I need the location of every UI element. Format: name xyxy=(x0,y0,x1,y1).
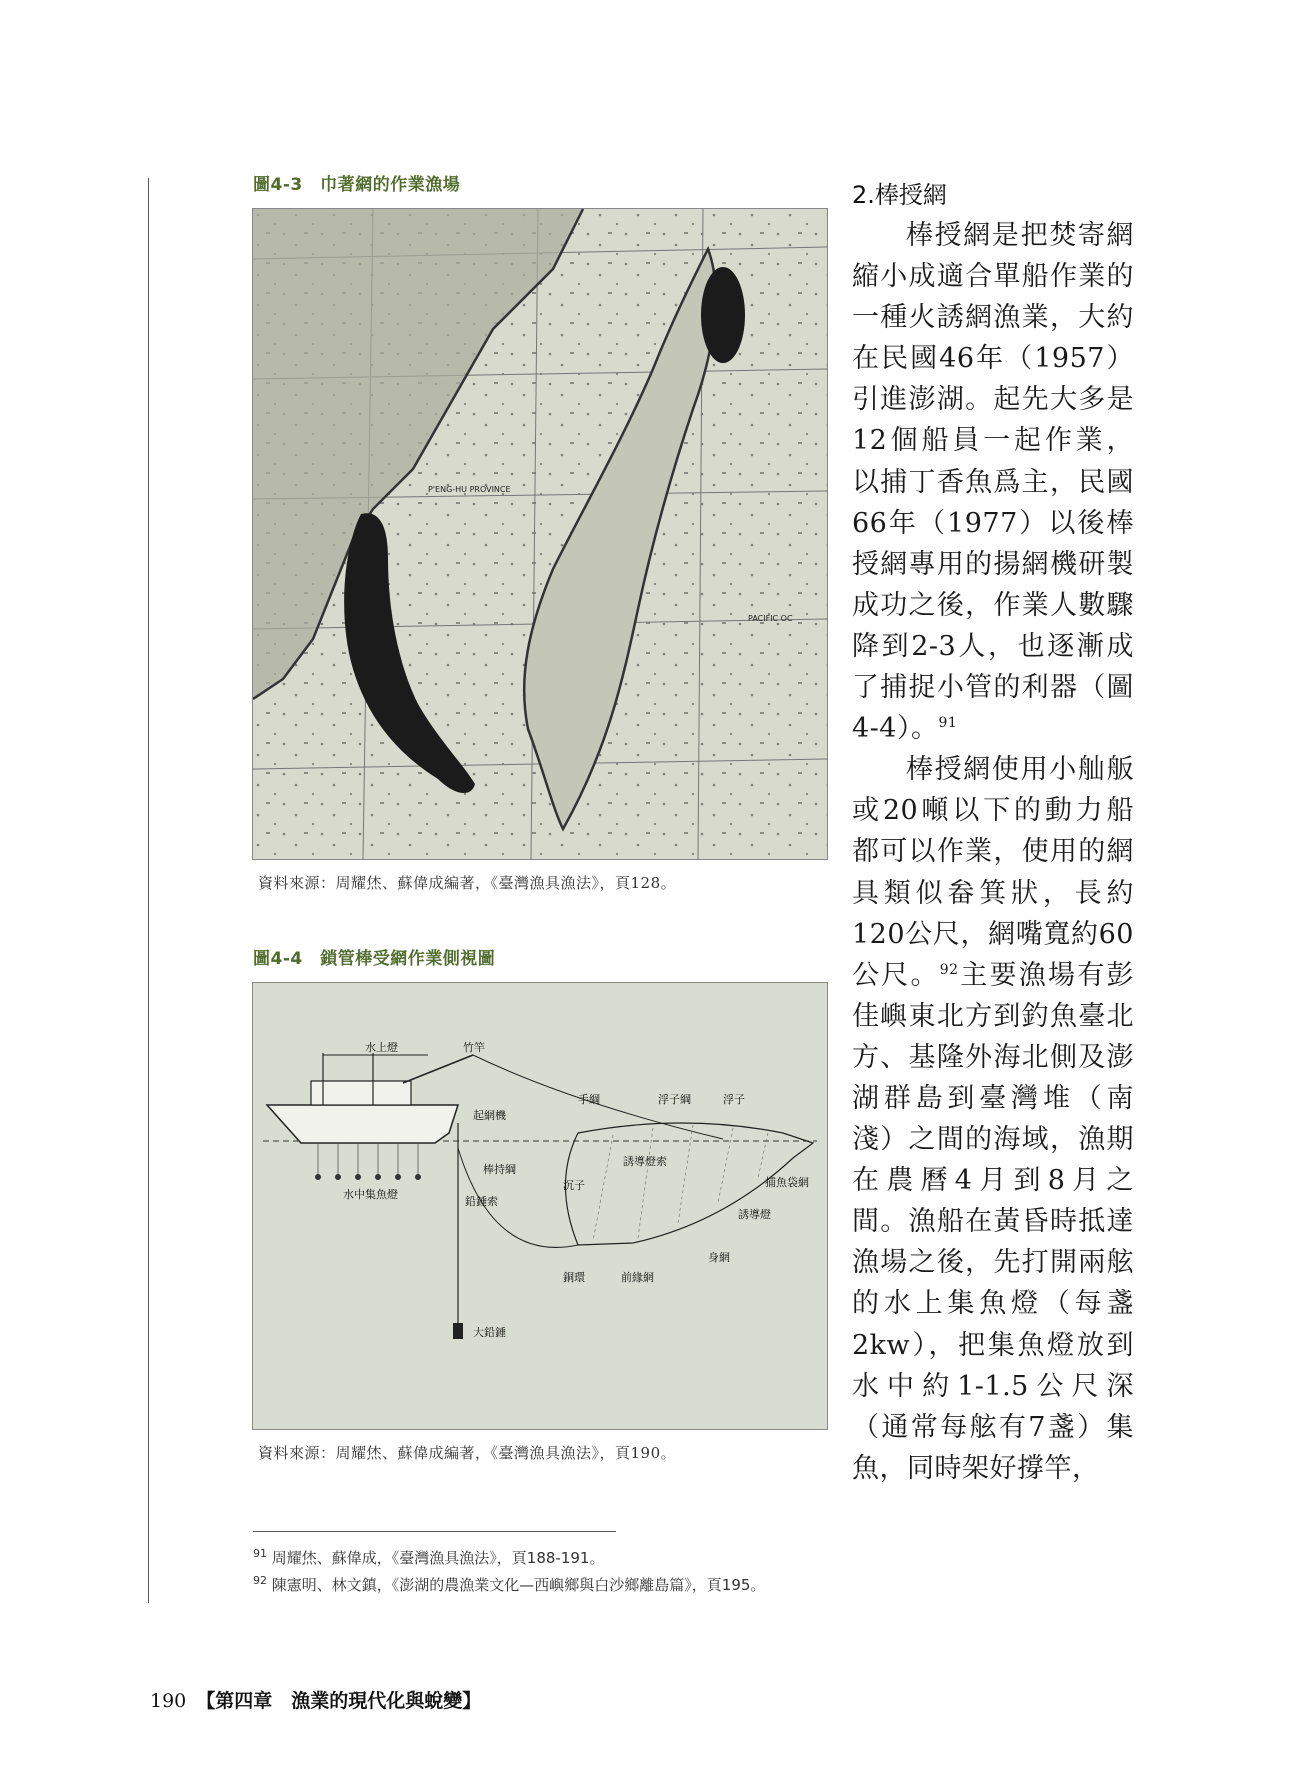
figure-4-3-map xyxy=(252,208,828,860)
big-lead-weight xyxy=(453,1323,463,1339)
label-ring: 銅環 xyxy=(563,1271,585,1284)
label-stick-rope: 棒持綱 xyxy=(483,1163,516,1176)
footnote-ref-91[interactable]: 91 xyxy=(938,715,958,732)
boat-cabin xyxy=(311,1081,411,1105)
page-footer xyxy=(150,1686,481,1713)
footnote-rule xyxy=(253,1531,616,1532)
figure-4-4-source: 資料來源：周耀烋、蘇偉成編著，《臺灣漁具漁法》，頁190。 xyxy=(258,1444,677,1462)
fishing-ground-map xyxy=(253,209,827,859)
label-water-lamp: 水上燈 xyxy=(365,1041,398,1054)
paragraph-1: 棒授網是把焚寄網縮小成適合單船作業的一種火誘網漁業，大約在民國46年（1957）引進澎湖。起先大多是12個船員一起作業，以捕丁香魚爲主，民國66年（1977）以後棒授網專用的揚網機研製成功之後，作業人數驟降到2-3人，也逐漸成了捕捉小管的利器（圖4-4）。$^{91}$ xyxy=(852,220,1134,745)
paragraph-2: 棒授網使用小舢舨或20噸以下的動力船都可以作業，使用的網具類似畚箕狀，長約120公尺，網嘴寬約60公尺。$^{92}$主要漁場有彭佳嶼東北方到釣魚臺北方、基隆外海北側及澎湖群島到臺灣堆（南淺）之間的海域，漁期在農曆4月到8月之間。漁船在黃昏時抵達漁場之後，先打開兩舷的水上集魚燈（每盞2kw），把集魚燈放到水中約1-1.5公尺深（通常每舷有7盞）集魚，同時架好撐竿， xyxy=(852,754,1135,1484)
boat-hull xyxy=(267,1105,458,1143)
fishing-ground-north xyxy=(701,267,745,363)
label-underwater-lamp: 水中集魚燈 xyxy=(343,1188,398,1201)
label-lead-rope: 鉛錘索 xyxy=(465,1195,498,1208)
section-heading: 2.棒授網 xyxy=(852,181,947,209)
label-guide-lamp: 誘導燈 xyxy=(738,1208,771,1221)
label-sinker: 沉子 xyxy=(563,1179,585,1192)
label-body-net: 身網 xyxy=(708,1251,730,1264)
figure-4-4-diagram xyxy=(252,982,828,1430)
label-float-rope: 浮子綱 xyxy=(658,1093,691,1106)
label-guide-lamp-rope: 誘導燈索 xyxy=(623,1155,667,1168)
label-net-hauler: 起網機 xyxy=(473,1109,506,1122)
chapter-title: 【第四章 漁業的現代化與蛻變】 xyxy=(196,1690,482,1712)
label-cod-end: 捕魚袋網 xyxy=(765,1176,809,1189)
footnote-91: $^{91}$ 周耀烋、蘇偉成，《臺灣漁具漁法》，頁188-191。 xyxy=(253,1547,605,1567)
page-number: 190 xyxy=(150,1690,187,1712)
label-float: 浮子 xyxy=(723,1093,745,1106)
footnote-ref-92[interactable]: 92 xyxy=(939,961,959,978)
map-label-penghu: P'ENG-HU PROVINCE xyxy=(428,485,511,494)
label-bamboo-pole: 竹竿 xyxy=(463,1041,485,1054)
margin-rule xyxy=(148,178,149,1603)
map-label-pacific: PACIFIC OC xyxy=(748,614,793,623)
figure-4-3-source: 資料來源：周耀烋、蘇偉成編著，《臺灣漁具漁法》，頁128。 xyxy=(258,874,677,892)
label-hand-rope: 手綱 xyxy=(578,1093,600,1106)
figure-4-3-title: 圖4-3 巾著網的作業漁場 xyxy=(253,175,461,195)
body-text xyxy=(852,215,1134,1489)
figure-4-4-title: 圖4-4 鎖管棒受網作業側視圖 xyxy=(253,949,496,969)
label-big-lead: 大鉛錘 xyxy=(473,1326,506,1339)
net-side-view-diagram xyxy=(253,983,827,1429)
label-front-rope: 前緣網 xyxy=(621,1271,654,1284)
footnote-92: $^{92}$ 陳憲明、林文鎮，《澎湖的農漁業文化—西嶼鄉與白沙鄉離島篇》，頁195。 xyxy=(253,1574,766,1594)
